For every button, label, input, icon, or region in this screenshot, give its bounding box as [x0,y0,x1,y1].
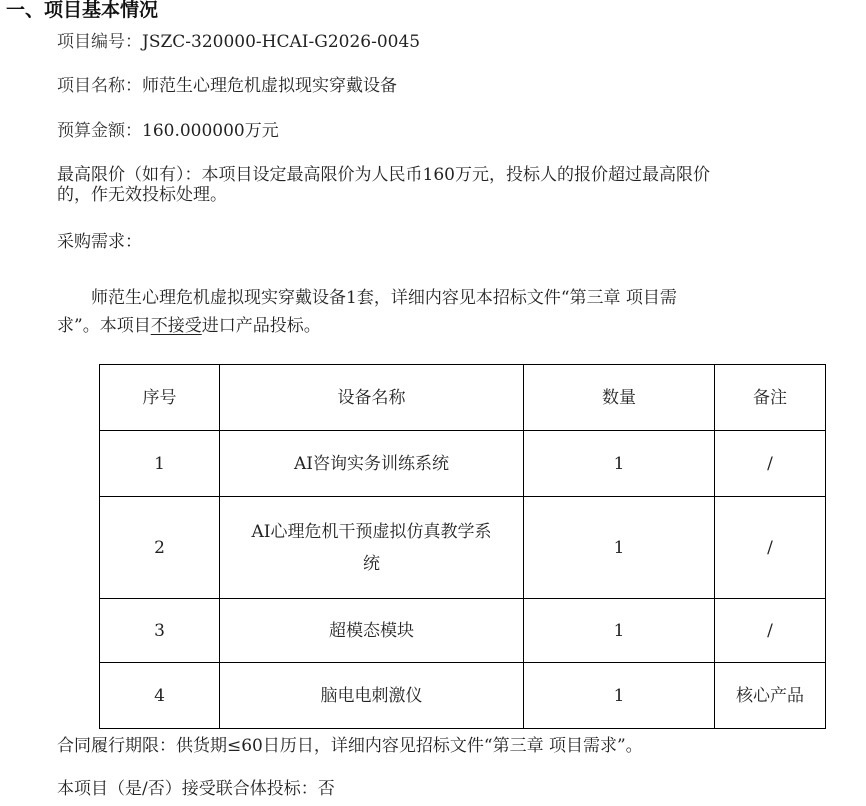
max-price-line-1: 最高限价（如有）：本项目设定最高限价为人民币160万元，投标人的报价超过最高限价 [57,165,710,185]
header-name: 设备名称 [220,365,524,431]
requirement-line-2-pre: 求”。本项目 [57,316,151,336]
project-name [57,74,397,98]
max-price-paragraph [57,165,857,205]
project-number-label: 项目编号： [57,32,142,52]
cell-name [220,497,524,599]
budget-value: 160.000000万元 [142,121,279,141]
project-name-label: 项目名称： [57,76,142,96]
no-import-underlined: 不接受 [150,316,202,336]
project-number [57,30,420,54]
cell-qty: 1 [524,663,715,729]
cell-no: 2 [100,497,220,599]
table-row [100,599,826,663]
table-row [100,663,826,729]
cell-name: 脑电电刺激仪 [220,663,524,729]
table-row [100,497,826,599]
header-remark: 备注 [715,365,826,431]
cell-name: AI咨询实务训练系统 [220,431,524,497]
equipment-table [99,364,826,729]
cell-name-line-2: 统 [363,553,380,574]
cell-remark: / [715,497,826,599]
requirement-label: 采购需求： [57,232,142,252]
contract-period: 合同履行期限：供货期≤60日历日，详细内容见招标文件“第三章 项目需求”。 [57,736,643,756]
section-title: 一、项目基本情况 [6,0,159,21]
cell-name-line-1: AI心理危机干预虚拟仿真教学系 [251,521,492,542]
project-number-value: JSZC-320000-HCAI-G2026-0045 [142,32,421,52]
cell-qty: 1 [524,599,715,663]
project-name-value: 师范生心理危机虚拟现实穿戴设备 [142,76,397,96]
cell-remark: / [715,599,826,663]
requirement-line-1: 师范生心理危机虚拟现实穿戴设备1套，详细内容见本招标文件“第三章 项目需 [91,288,677,308]
header-qty: 数量 [524,365,715,431]
cell-no: 4 [100,663,220,729]
cell-name: 超模态模块 [220,599,524,663]
cell-remark: / [715,431,826,497]
cell-no: 1 [100,431,220,497]
budget [57,119,279,143]
table-header-row [100,365,826,431]
table-row [100,431,826,497]
consortium-statement: 本项目（是/否）接受联合体投标：否 [57,779,335,799]
cell-qty: 1 [524,497,715,599]
cell-no: 3 [100,599,220,663]
requirement-paragraph-2 [57,314,857,338]
cell-qty: 1 [524,431,715,497]
requirement-line-2-post: 进口产品投标。 [201,316,321,336]
header-no: 序号 [100,365,220,431]
budget-label: 预算金额： [57,121,142,141]
cell-remark: 核心产品 [715,663,826,729]
requirement-paragraph [57,282,866,314]
max-price-line-2: 的，作无效投标处理。 [57,185,227,205]
